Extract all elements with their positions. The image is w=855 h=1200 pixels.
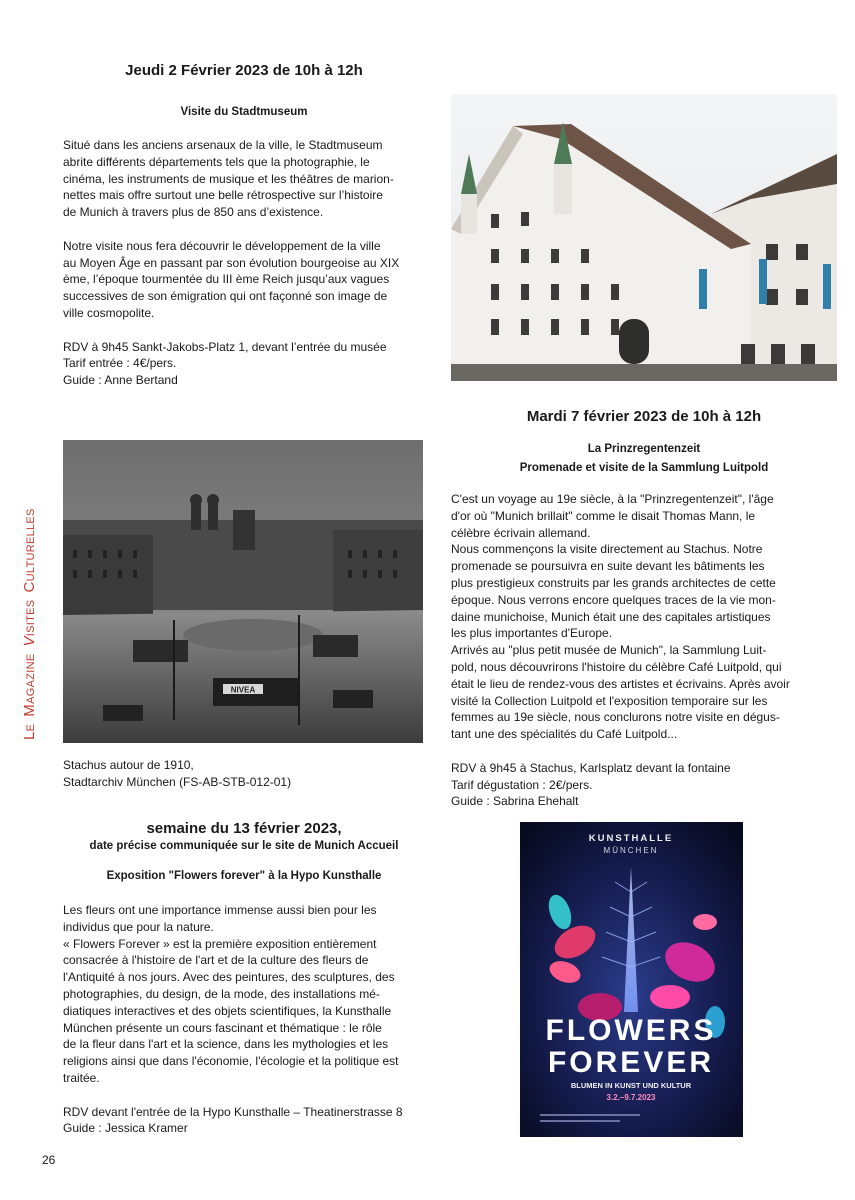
event1-paragraph-2: Notre visite nous fera découvrir le développement de la ville au Moyen Âge en passant par son évolution bourgeoise au XIX ème, l’époque tourmentée du III ème Reich jusqu’aux vagues successives de son émigration qui ont façonné son image de ville cosmopolite. bbox=[63, 238, 400, 320]
event2-description bbox=[451, 491, 851, 810]
event3-note: date précise communiquée sur le site de Munich Accueil bbox=[89, 840, 399, 852]
event2-info: RDV à 9h45 à Stachus, Karlsplatz devant la fontaine Tarif dégustation : 2€/pers. Guide : Sabrina Ehehalt bbox=[451, 760, 731, 809]
poster-dates: 3.2.–9.7.2023 bbox=[606, 1093, 656, 1102]
event3-paragraph-1: Les fleurs ont une importance immense aussi bien pour les individus que pour la nature. « Flowers Forever » est la première exposition entièrement consacrée à l'histoire de l'art et de la culture des fleurs de l'Antiquité à nos jours. Avec des peintures, des sculptures, des photographies, du design, de la mode, des installations mé- diatiques interactives et des objets scientifiques, la Kunsthalle München présente un cours fascinant et thématique : le rôle de la fleur dans l'art et la science, dans les mythologies et les religions ainsi que dans l'économie, l'écologie et la politique est traitée. bbox=[63, 903, 399, 1085]
event1-description bbox=[63, 137, 443, 389]
event1-title: Visite du Stadtmuseum bbox=[180, 106, 308, 118]
event2-title: La Prinzregentenzeit bbox=[587, 443, 701, 455]
stachus-historic-photo bbox=[63, 440, 423, 743]
magazine-section-label: LEMAGAZINEVISITESCULTURELLES bbox=[21, 508, 38, 740]
event1-info: RDV à 9h45 Sankt-Jakobs-Platz 1, devant l’entrée du musée Tarif entrée : 4€/pers. Guide : Anne Bertand bbox=[63, 339, 387, 388]
poster-subtitle: BLUMEN IN KUNST UND KULTUR bbox=[570, 1081, 692, 1090]
poster-title-2: FOREVER bbox=[547, 1046, 715, 1079]
event1-date: Jeudi 2 Février 2023 de 10h à 12h bbox=[125, 62, 363, 79]
event2-date: Mardi 7 février 2023 de 10h à 12h bbox=[526, 408, 762, 425]
poster-title-1: FLOWERS bbox=[545, 1014, 717, 1047]
stadtmuseum-photo bbox=[451, 94, 837, 381]
event3-info: RDV devant l'entrée de la Hypo Kunsthalle – Theatinerstrasse 8 Guide : Jessica Kramer bbox=[63, 1104, 403, 1136]
photo-caption: Stachus autour de 1910, Stadtarchiv München (FS-AB-STB-012-01) bbox=[63, 758, 292, 789]
poster-header: KUNSTHALLE bbox=[588, 833, 674, 844]
page-number: 26 bbox=[42, 1153, 56, 1167]
event2-paragraph-1: C'est un voyage au 19e siècle, à la "Prinzregentenzeit", l'âge d'or où "Munich brillait" comme le disait Thomas Mann, le célèbre écrivain allemand. Nous commençons la visite directement au Stachus. Notre promenade se poursuivra en suite devant les bâtiments les plus prestigieux construits par les grands architectes de cette époque. Nous verrons encore quelques traces de la vie mon- daine munichoise, Munich était une des capitales artistiques les plus importantes d'Europe. Arrivés au "plus petit musée de Munich", la Sammlung Luit- pold, nous découvrirons l'histoire du célèbre Café Luitpold, qui était le lieu de rendez-vous des artistes et écrivains. Après avoir visité la Collection Luitpold et l'exposition temporaire sur les femmes au 19e siècle, nous conclurons notre visite en dégus- tant une des spécialités du Café Luitpold... bbox=[451, 492, 790, 742]
event3-date: semaine du 13 février 2023, bbox=[146, 820, 342, 837]
event3-description bbox=[63, 902, 443, 1137]
event1-paragraph-1: Situé dans les anciens arsenaux de la ville, le Stadtmuseum abrite différents départements tels que la photographie, le cinéma, les instruments de musique et les théâtres de marion- nettes mais offre surtout une belle rétrospective sur l’histoire de Munich à travers plus de 850 ans d’existence. bbox=[63, 138, 394, 220]
poster-header-city: MÜNCHEN bbox=[603, 846, 659, 855]
nivea-sign: NIVEA bbox=[230, 685, 256, 695]
flowers-forever-poster bbox=[520, 822, 743, 1137]
event2-subtitle: Promenade et visite de la Sammlung Luitpold bbox=[519, 462, 769, 474]
event3-title: Exposition "Flowers forever" à la Hypo Kunsthalle bbox=[106, 870, 382, 882]
